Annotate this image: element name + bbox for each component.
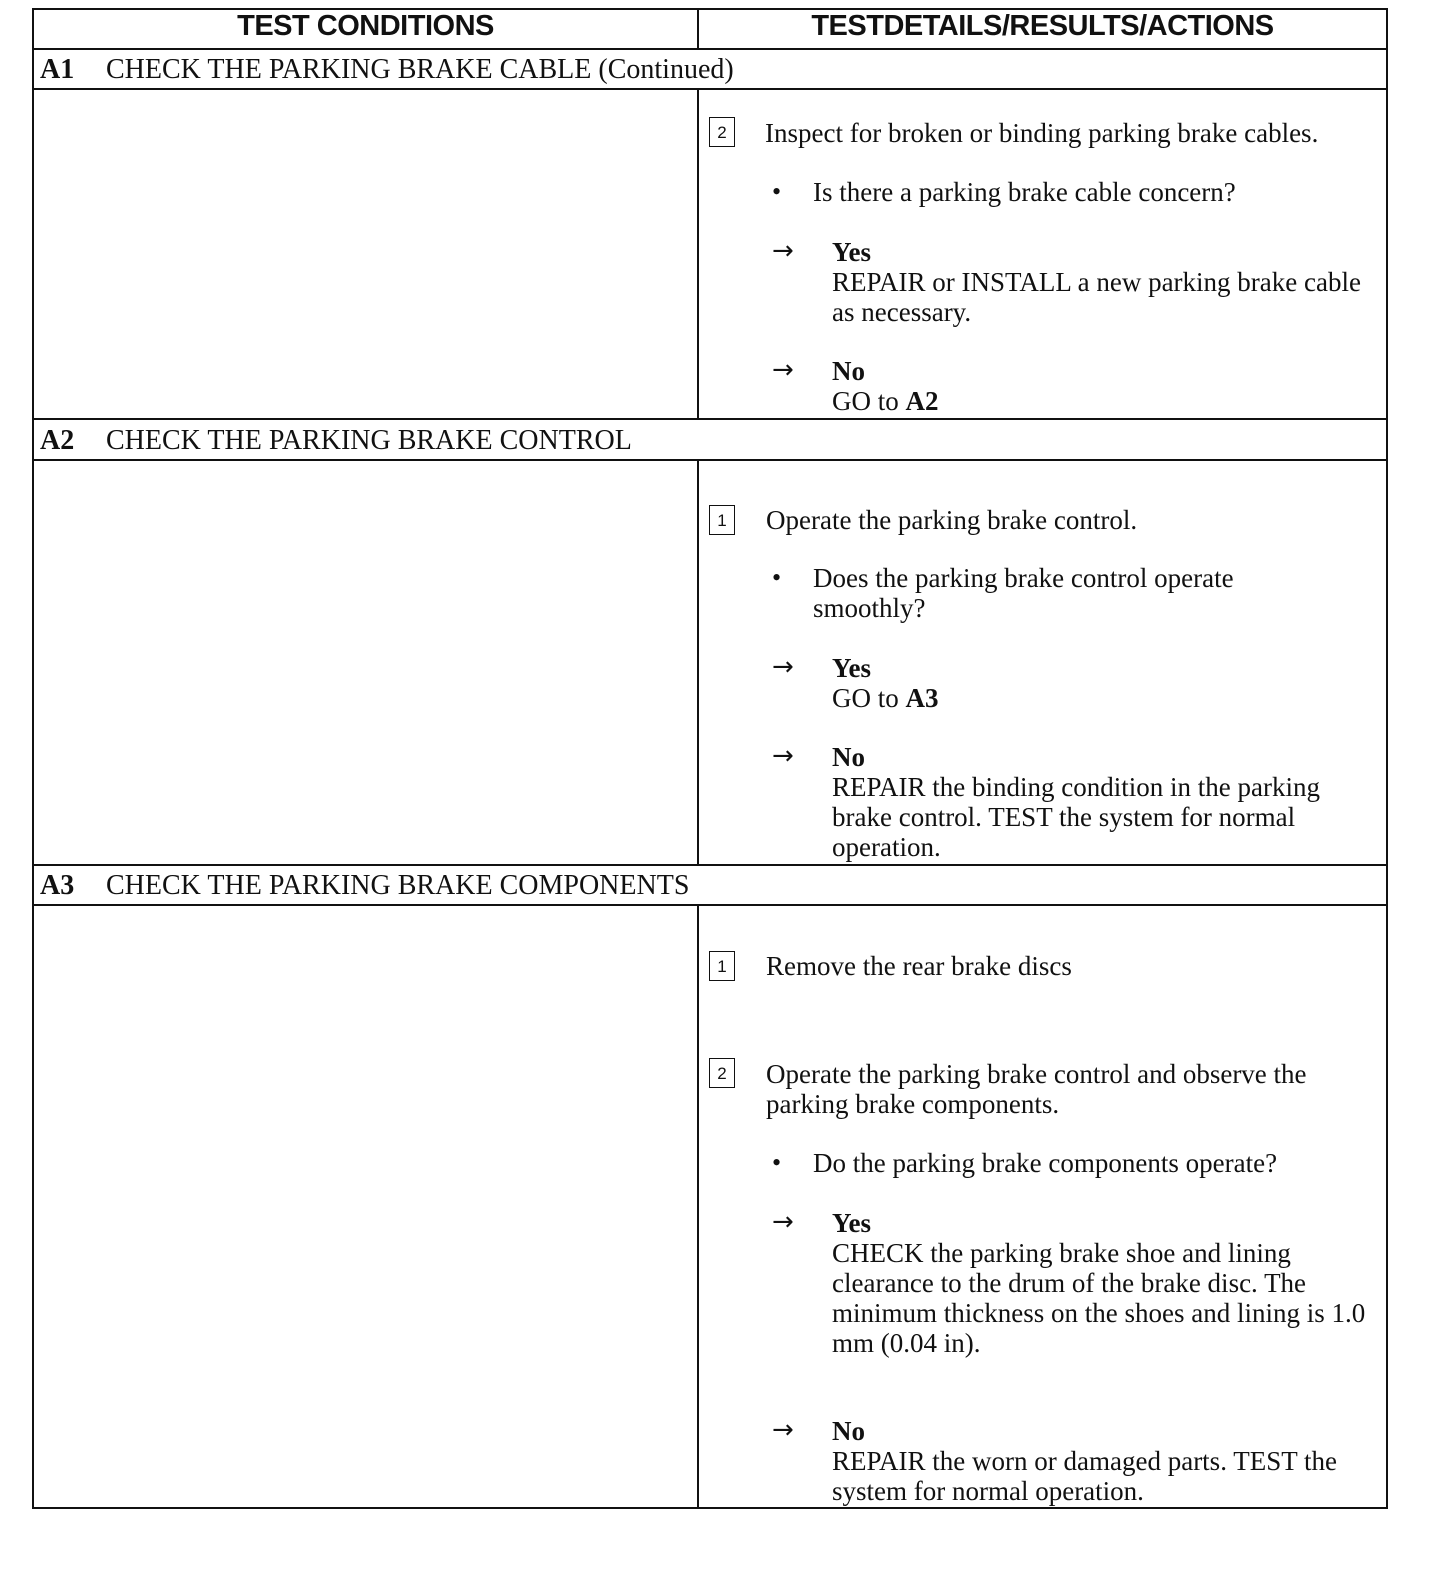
step-number-box: 1 bbox=[709, 505, 735, 535]
yes-label: Yes bbox=[832, 1208, 871, 1238]
header-bottom-border bbox=[32, 48, 1388, 50]
arrow-right-icon: → bbox=[772, 741, 794, 771]
column-divider-a2 bbox=[697, 459, 699, 866]
a3-title-top-border bbox=[32, 864, 1388, 866]
section-title: CHECK THE PARKING BRAKE COMPONENTS bbox=[106, 870, 690, 901]
section-a2-title bbox=[40, 425, 632, 457]
a2-title-top-border bbox=[32, 418, 1388, 420]
step-instruction: Operate the parking brake control. bbox=[766, 505, 1138, 535]
arrow-right-icon: → bbox=[772, 652, 794, 682]
yes-result bbox=[832, 653, 1372, 713]
table-bottom-border bbox=[32, 1507, 1388, 1509]
no-result bbox=[832, 356, 1372, 416]
step-question: Is there a parking brake cable concern? bbox=[813, 177, 1236, 207]
a3-title-bottom-border bbox=[32, 904, 1388, 906]
no-action: REPAIR the worn or damaged parts. TEST the system for normal operation. bbox=[832, 1446, 1337, 1506]
no-label: No bbox=[832, 356, 865, 386]
arrow-right-icon: → bbox=[772, 1207, 794, 1237]
section-title: CHECK THE PARKING BRAKE CABLE (Continued) bbox=[106, 54, 734, 85]
step-question: Does the parking brake control operate smoothly? bbox=[813, 563, 1234, 623]
yes-label: Yes bbox=[832, 237, 871, 267]
step-number-box: 2 bbox=[709, 1058, 735, 1088]
step-instruction: Operate the parking brake control and observe the parking brake components. bbox=[766, 1059, 1307, 1119]
section-id: A1 bbox=[40, 54, 75, 85]
bullet-icon: • bbox=[772, 177, 782, 206]
step-instruction: Remove the rear brake discs bbox=[766, 951, 1072, 981]
arrow-right-icon: → bbox=[772, 355, 794, 385]
section-title: CHECK THE PARKING BRAKE CONTROL bbox=[106, 425, 632, 456]
a1-title-bottom-border bbox=[32, 88, 1388, 90]
section-id: A3 bbox=[40, 870, 75, 901]
no-action: REPAIR the binding condition in the parking brake control. TEST the system for normal operation. bbox=[832, 772, 1320, 862]
a2-title-bottom-border bbox=[32, 459, 1388, 461]
yes-label: Yes bbox=[832, 653, 871, 683]
arrow-right-icon: → bbox=[772, 1415, 794, 1445]
yes-action: GO to bbox=[832, 683, 899, 713]
yes-result bbox=[832, 1208, 1377, 1358]
yes-action: REPAIR or INSTALL a new parking brake cable as necessary. bbox=[832, 267, 1361, 327]
bullet-icon: • bbox=[772, 563, 782, 592]
step-number-box: 1 bbox=[709, 951, 735, 981]
header-test-conditions: TEST CONDITIONS bbox=[237, 10, 494, 42]
no-action: GO to bbox=[832, 386, 899, 416]
no-label: No bbox=[832, 1416, 865, 1446]
arrow-right-icon: → bbox=[772, 236, 794, 266]
header-test-details: TESTDETAILS/RESULTS/ACTIONS bbox=[811, 10, 1274, 42]
no-result bbox=[832, 1416, 1372, 1506]
section-a1-title bbox=[40, 54, 734, 86]
section-id: A2 bbox=[40, 425, 75, 456]
section-a3-title bbox=[40, 870, 689, 902]
bullet-icon: • bbox=[772, 1148, 782, 1177]
yes-action: CHECK the parking brake shoe and lining clearance to the drum of the brake disc. The minimum thickness on the shoes and lining is 1.0 mm (0.04 in). bbox=[832, 1238, 1366, 1358]
no-result bbox=[832, 742, 1377, 862]
table-right-border bbox=[1386, 8, 1388, 1509]
column-divider-a3 bbox=[697, 904, 699, 1509]
yes-result bbox=[832, 237, 1372, 327]
step-instruction: Inspect for broken or binding parking brake cables. bbox=[765, 118, 1319, 148]
column-divider-a1 bbox=[697, 88, 699, 420]
no-target-link[interactable]: A2 bbox=[905, 386, 939, 416]
step-number-box: 2 bbox=[709, 117, 735, 147]
table-left-border bbox=[32, 8, 34, 1509]
step-question: Do the parking brake components operate? bbox=[813, 1148, 1278, 1178]
yes-target-link[interactable]: A3 bbox=[905, 683, 939, 713]
no-label: No bbox=[832, 742, 865, 772]
